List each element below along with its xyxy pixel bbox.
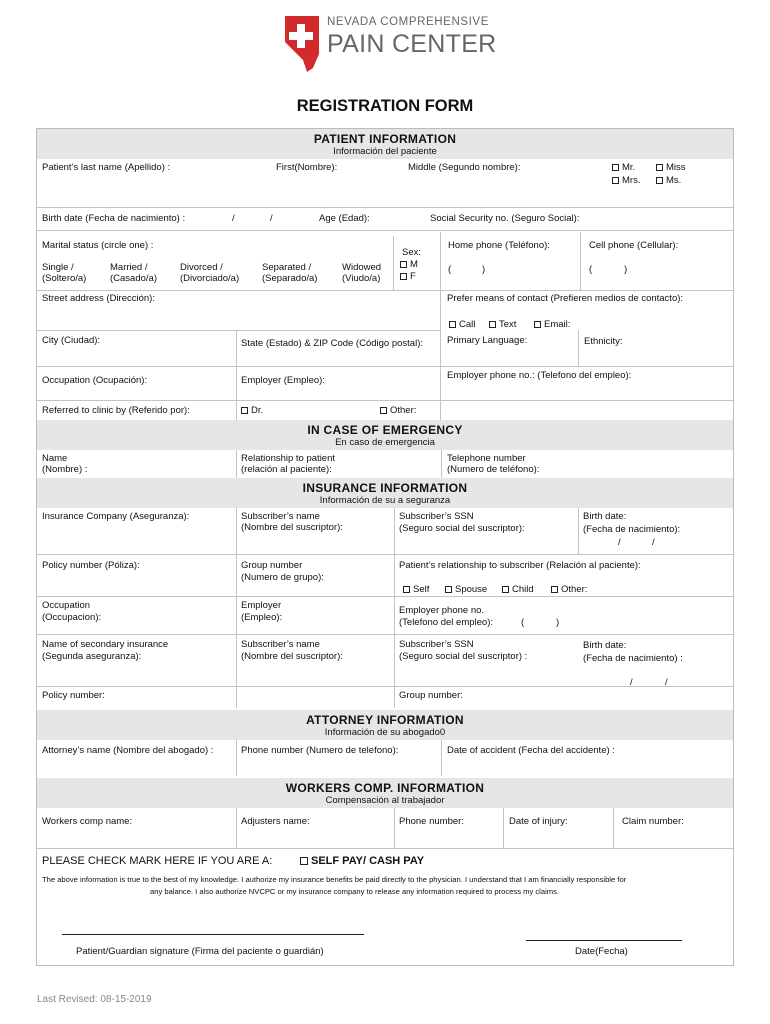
referred-by-label: Referred to clinic by (Referido por): [42,405,190,416]
separated-option-es[interactable]: (Separado/a) [262,273,318,284]
checkbox-icon [612,164,619,171]
adjuster-name-label[interactable]: Adjusters name: [241,816,310,827]
secondary-policy-number-label[interactable]: Policy number: [42,690,105,701]
cell-phone-label[interactable]: Cell phone (Cellular): [589,240,679,251]
secondary-birth-label-es[interactable]: (Fecha de nacimiento) : [583,653,683,664]
group-number-label[interactable]: Group number [241,560,303,571]
referred-other-checkbox[interactable]: Other: [380,405,416,417]
ssn-label[interactable]: Social Security no. (Seguro Social): [430,213,580,224]
signature-date-label: Date(Fecha) [575,946,628,957]
attorney-subtitle: Información de su abogado0 [324,727,446,738]
logo-line1: NEVADA COMPREHENSIVE [327,16,489,28]
patient-info-subtitle: Información del paciente [333,146,437,157]
subscriber-birth-label[interactable]: Birth date: [583,511,627,522]
attorney-name-label[interactable]: Attorney’s name (Nombre del abogado) : [42,745,214,756]
checkbox-icon [534,321,541,328]
street-address-label[interactable]: Street address (Dirección): [42,293,155,304]
form-title: REGISTRATION FORM [296,97,474,115]
disclaimer-line2: any balance. I also authorize NVCPC or my insurance company to release any information required to process my claims. [150,887,559,896]
city-label[interactable]: City (Ciudad): [42,335,101,346]
insurance-company-label[interactable]: Insurance Company (Aseguranza): [42,511,190,522]
birth-date-label[interactable]: Birth date (Fecha de nacimiento) : [42,213,186,224]
date-slash: / [618,537,621,548]
emergency-title: IN CASE OF EMERGENCY [307,423,463,437]
checkbox-icon [300,857,308,865]
contact-preference-label: Prefer means of contact (Prefieren medios de contacto): [447,293,684,304]
insured-employer-phone-label[interactable]: Employer phone no. [399,605,485,616]
disclaimer-line1: The above information is true to the best of my knowledge. I authorize my insurance benefits be paid directly to the physician. I understand that I am financially responsible for [42,875,627,884]
secondary-subscriber-ssn-label-es[interactable]: (Seguro social del suscriptor) : [399,651,528,662]
married-option[interactable]: Married / [110,262,148,273]
middle-name-label[interactable]: Middle (Segundo nombre): [408,162,521,173]
checkmark-prompt: PLEASE CHECK MARK HERE IF YOU ARE A: [42,855,273,867]
claim-number-label[interactable]: Claim number: [622,816,684,827]
insurance-subtitle: Información de su a seguranza [319,495,451,506]
attorney-title: ATTORNEY INFORMATION [306,713,464,727]
insured-employer-phone-label-es[interactable]: (Telefono del empleo): [399,617,493,628]
employer-phone-paren-close: ) [556,617,560,628]
widowed-option-es[interactable]: (Viudo/a) [342,273,381,284]
first-name-label[interactable]: First(Nombre): [276,162,338,173]
nevada-swiss-cross-icon [283,14,321,74]
employer-phone-paren-open: ( [521,617,525,628]
mrs-checkbox[interactable]: Mrs. [612,175,640,187]
mr-checkbox[interactable]: Mr. [612,162,635,174]
date-slash: / [270,213,273,224]
miss-checkbox[interactable]: Miss [656,162,686,174]
form-frame [36,128,734,966]
patient-info-band [37,129,733,159]
checkbox-icon [656,164,663,171]
insured-occupation-label[interactable]: Occupation [42,600,91,611]
secondary-subscriber-ssn-label[interactable]: Subscriber’s SSN [399,639,474,650]
ms-checkbox[interactable]: Ms. [656,175,681,187]
occupation-label[interactable]: Occupation (Ocupación): [42,375,148,386]
state-zip-label[interactable]: State (Estado) & ZIP Code (Código postal): [241,338,423,349]
subscriber-name-label-es[interactable]: (Nombre del suscriptor): [241,522,343,533]
insured-employer-label[interactable]: Employer [241,600,282,611]
checkbox-icon [403,586,410,593]
logo-line2: PAIN CENTER [327,30,497,58]
email-checkbox[interactable]: Email: [534,319,570,331]
checkbox-icon [380,407,387,414]
emergency-relationship-label[interactable]: Relationship to patient [241,453,336,464]
checkbox-icon [656,177,663,184]
attorney-phone-label[interactable]: Phone number (Numero de telefono): [241,745,399,756]
checkbox-icon [445,586,452,593]
self-pay-checkbox[interactable]: SELF PAY/ CASH PAY [300,854,424,868]
secondary-insurance-label[interactable]: Name of secondary insurance [42,639,169,650]
checkbox-icon [502,586,509,593]
subscriber-birth-label-es[interactable]: (Fecha de nacimiento): [583,524,681,535]
emergency-name-label-es[interactable]: (Nombre) : [42,464,88,475]
separated-option[interactable]: Separated / [262,262,312,273]
single-option-es[interactable]: (Soltero/a) [42,273,87,284]
checkbox-icon [551,586,558,593]
workers-comp-title: WORKERS COMP. INFORMATION [285,781,485,795]
cell-phone-paren-open: ( [589,264,593,275]
insured-occupation-label-es[interactable]: (Occupacion): [42,612,102,623]
emergency-band [37,420,733,450]
policy-number-label[interactable]: Policy number (Póliza): [42,560,140,571]
workers-comp-subtitle: Compensación al trabajador [325,795,445,806]
relationship-other-checkbox[interactable]: Other: [551,584,587,596]
text-checkbox[interactable]: Text [489,319,516,331]
single-option[interactable]: Single / [42,262,74,273]
primary-language-label[interactable]: Primary Language: [447,335,528,346]
workers-comp-name-label[interactable]: Workers comp name: [42,816,133,827]
employer-label[interactable]: Employer (Empleo): [241,375,325,386]
logo [283,14,497,72]
checkbox-icon [241,407,248,414]
patient-signature-label: Patient/Guardian signature (Firma del paciente o guardián) [76,946,324,957]
employer-phone-label[interactable]: Employer phone no.: (Telefono del empleo): [447,370,632,381]
marital-status-label: Marital status (circle one) : [42,240,154,251]
last-name-label[interactable]: Patient’s last name (Apellido) : [42,162,171,173]
call-checkbox[interactable]: Call [449,319,475,331]
emergency-telephone-label[interactable]: Telephone number [447,453,526,464]
sex-male-checkbox[interactable]: M [400,259,418,271]
date-slash: / [652,537,655,548]
checkbox-icon [400,273,407,280]
subscriber-ssn-label-es[interactable]: (Seguro social del suscriptor): [399,523,525,534]
subscriber-relationship-label: Patient’s relationship to subscriber (Relación al paciente): [399,560,641,571]
married-option-es[interactable]: (Casado/a) [110,273,157,284]
emergency-telephone-label-es[interactable]: (Numero de teléfono): [447,464,540,475]
subscriber-name-label[interactable]: Subscriber’s name [241,511,320,522]
secondary-group-number-label[interactable]: Group number: [399,690,463,701]
accident-date-label[interactable]: Date of accident (Fecha del accidente) : [447,745,615,756]
cell-phone-paren-close: ) [624,264,628,275]
home-phone-label[interactable]: Home phone (Teléfono): [448,240,550,251]
divorced-option-es[interactable]: (Divorciado/a) [180,273,240,284]
date-signature-line[interactable] [526,940,682,941]
ethnicity-label[interactable]: Ethnicity: [584,336,623,347]
date-slash: / [232,213,235,224]
group-number-label-es[interactable]: (Numero de grupo): [241,572,324,583]
secondary-birth-label[interactable]: Birth date: [583,640,627,651]
checkbox-icon [612,177,619,184]
checkbox-icon [449,321,456,328]
secondary-insurance-label-es[interactable]: (Segunda aseguranza): [42,651,142,662]
injury-date-label[interactable]: Date of injury: [509,816,568,827]
insurance-title: INSURANCE INFORMATION [302,481,468,495]
relationship-child-checkbox[interactable]: Child [502,584,534,596]
home-phone-paren-close: ) [482,264,486,275]
age-label[interactable]: Age (Edad): [319,213,370,224]
relationship-self-checkbox[interactable]: Self [403,584,429,596]
workers-comp-band [37,778,733,808]
subscriber-ssn-label[interactable]: Subscriber’s SSN [399,511,474,522]
secondary-subscriber-name-label-es[interactable]: (Nombre del suscriptor): [241,651,343,662]
workers-phone-label[interactable]: Phone number: [399,816,464,827]
attorney-band [37,710,733,740]
emergency-subtitle: En caso de emergencia [335,437,435,448]
last-revised: Last Revised: 08-15-2019 [37,994,152,1005]
insurance-band [37,478,733,508]
sex-female-checkbox[interactable]: F [400,271,416,283]
emergency-relationship-label-es[interactable]: (relación al paciente): [241,464,332,475]
emergency-name-label[interactable]: Name [42,453,68,464]
checkbox-icon [400,261,407,268]
referred-dr-checkbox[interactable]: Dr. [241,405,263,417]
home-phone-paren-open: ( [448,264,452,275]
patient-signature-line[interactable] [62,934,364,935]
date-slash: / [630,677,633,688]
patient-info-title: PATIENT INFORMATION [313,132,457,146]
divorced-option[interactable]: Divorced / [180,262,223,273]
sex-label: Sex: [402,247,422,258]
secondary-subscriber-name-label[interactable]: Subscriber’s name [241,639,320,650]
date-slash: / [665,677,668,688]
widowed-option[interactable]: Widowed [342,262,382,273]
checkbox-icon [489,321,496,328]
relationship-spouse-checkbox[interactable]: Spouse [445,584,487,596]
insured-employer-label-es[interactable]: (Empleo): [241,612,283,623]
